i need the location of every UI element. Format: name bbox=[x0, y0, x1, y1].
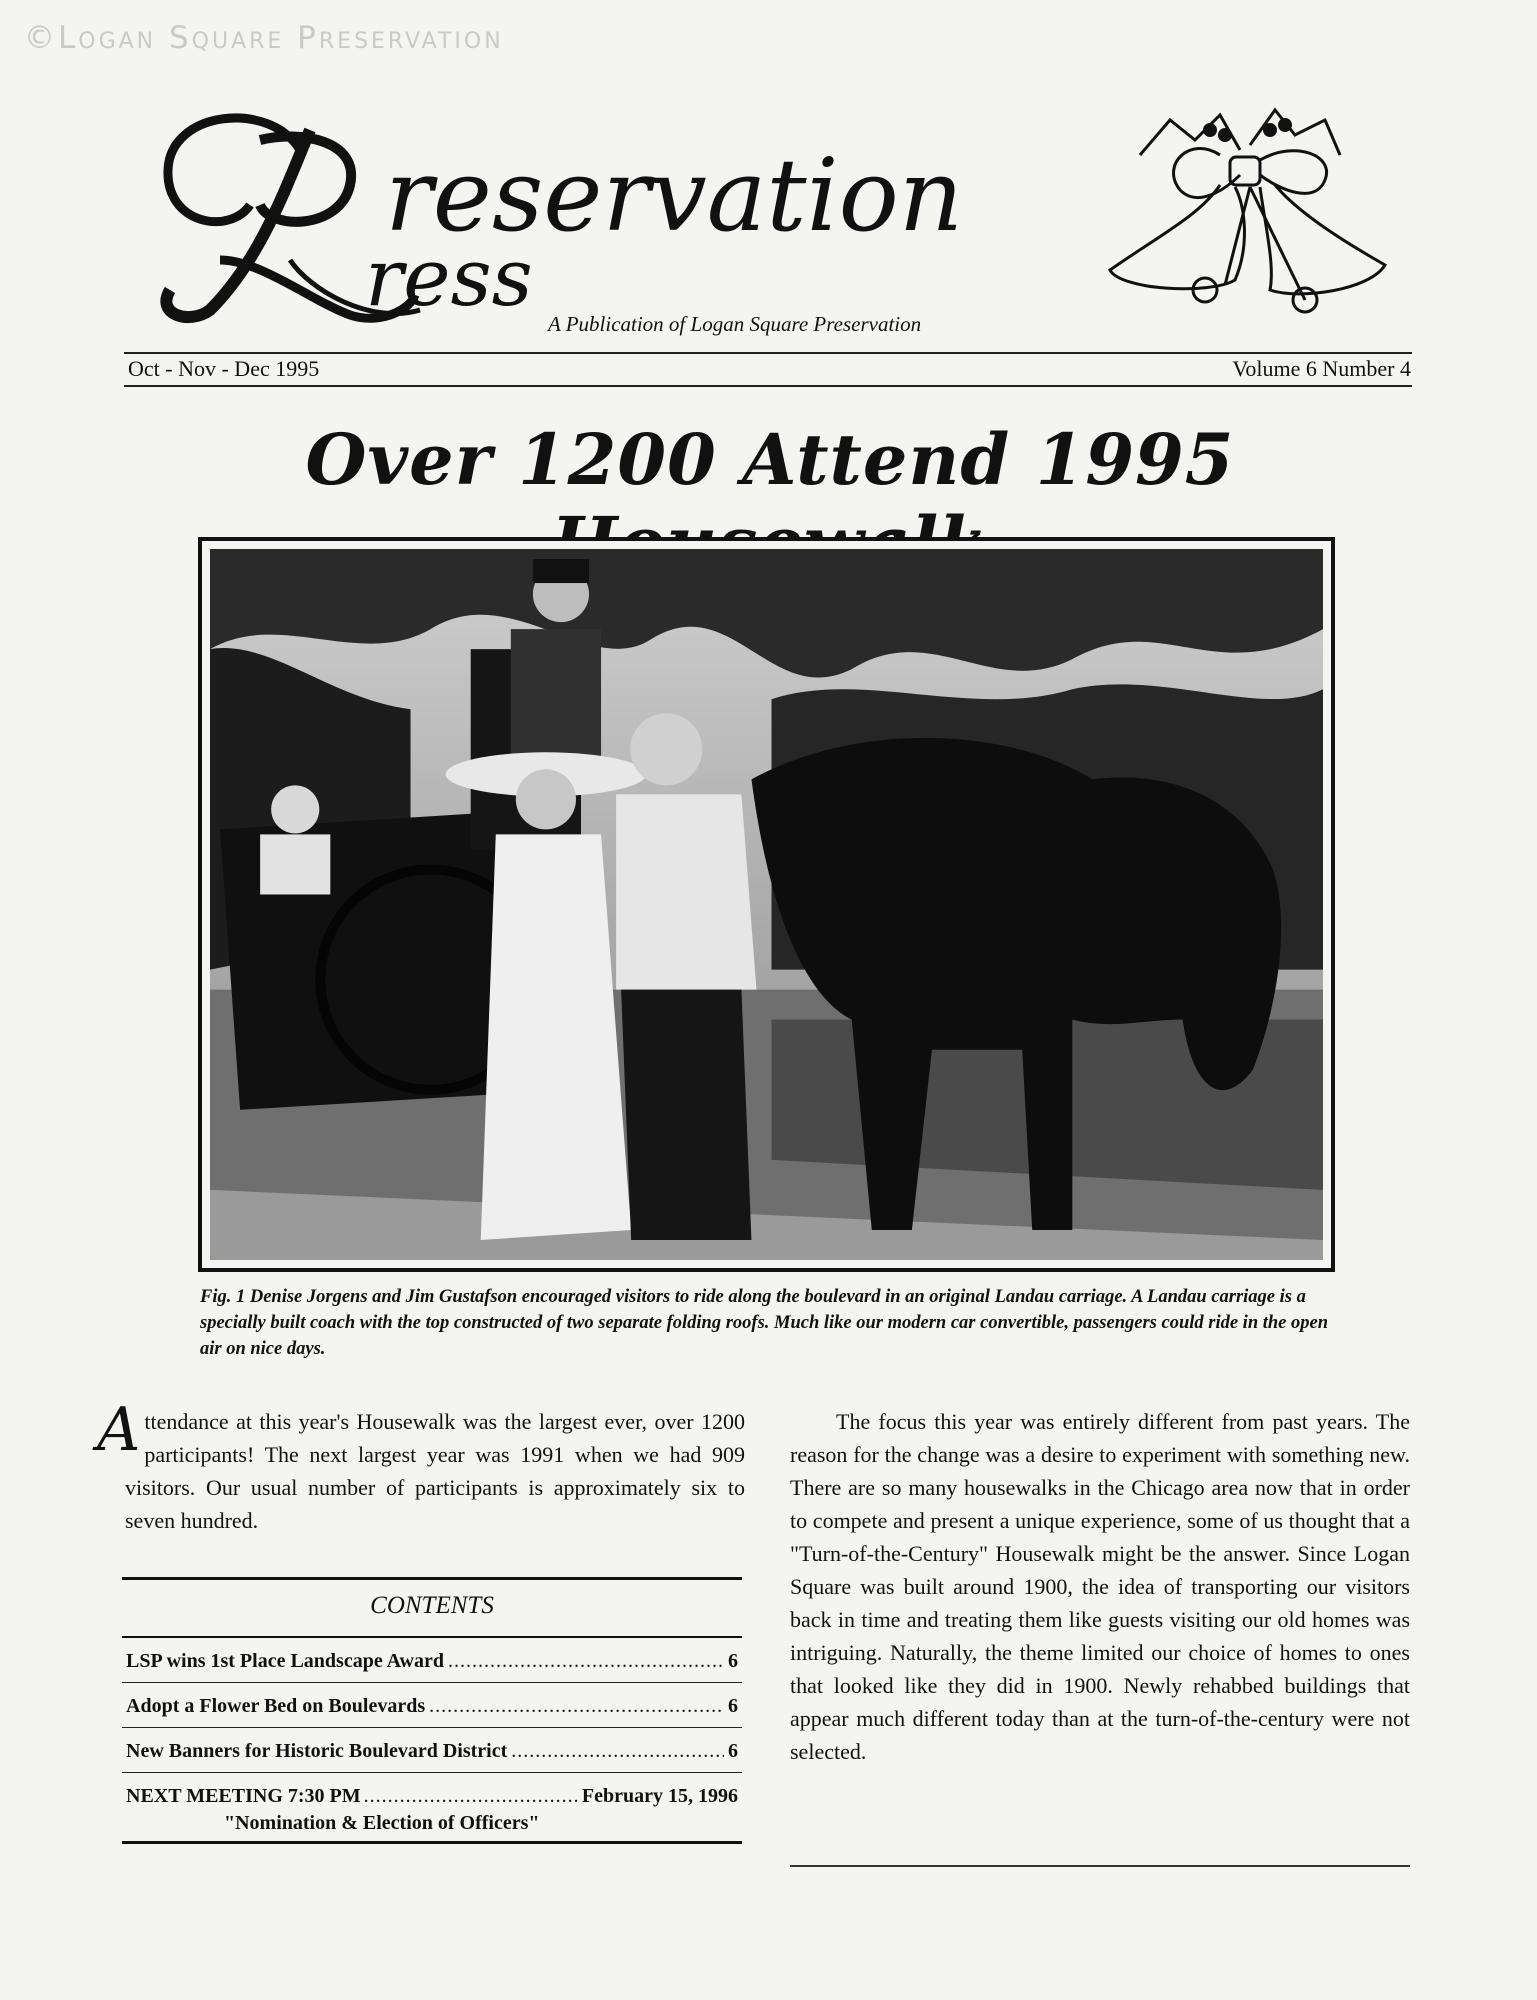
toc-item[interactable] bbox=[122, 1638, 742, 1683]
toc-item-page: 6 bbox=[728, 1739, 738, 1762]
christmas-bells-icon bbox=[1100, 95, 1390, 325]
toc-leader bbox=[448, 1650, 724, 1673]
toc-item-label: New Banners for Historic Boulevard District bbox=[126, 1739, 508, 1762]
contents-title: CONTENTS bbox=[370, 1592, 494, 1619]
toc-item-page: 6 bbox=[728, 1649, 738, 1672]
toc-leader bbox=[364, 1785, 579, 1808]
article-column-1 bbox=[97, 1395, 745, 1537]
issue-volume: Volume 6 Number 4 bbox=[1232, 356, 1411, 381]
toc-item-page: 6 bbox=[728, 1694, 738, 1717]
carriage-photo bbox=[210, 549, 1323, 1260]
article-column-2: The focus this year was entirely different from past years. The reason for the change was a desire to experiment with something new. There are so many housewalks in the Chicago area now that in order to compete and present a unique experience, some of us thought that a "Turn-of-the-Century" Housewalk might be the answer. Since Logan Square was built around 1900, the idea of transporting our visitors back in time and treating them like guests visiting our old homes was intriguing. Naturally, the theme limited our choice of homes to ones that looked like they did in 1900. Newly rehabbed buildings that appear much different today than at the turn-of-the-century were not selected. bbox=[790, 1409, 1410, 1764]
toc-item-label: Adopt a Flower Bed on Boulevards bbox=[126, 1694, 426, 1717]
toc-leader bbox=[429, 1695, 724, 1718]
meeting-topic: "Nomination & Election of Officers" bbox=[224, 1811, 540, 1834]
masthead-word-preservation: reservation bbox=[385, 137, 964, 254]
divider bbox=[122, 1841, 742, 1844]
divider bbox=[122, 1577, 742, 1580]
divider bbox=[124, 385, 1412, 387]
masthead-word-press: ress bbox=[365, 231, 533, 324]
subtitle: A Publication of Logan Square Preservation bbox=[548, 312, 922, 336]
divider bbox=[790, 1865, 1410, 1867]
masthead-logo-art bbox=[150, 110, 1020, 340]
toc-leader bbox=[511, 1740, 724, 1763]
headline: Over 1200 Attend 1995 bbox=[305, 418, 1235, 501]
issue-date: Oct - Nov - Dec 1995 bbox=[128, 356, 320, 381]
divider bbox=[124, 352, 1412, 354]
meeting-label: NEXT MEETING 7:30 PM bbox=[126, 1784, 361, 1807]
next-meeting bbox=[122, 1773, 742, 1841]
photo-caption: Fig. 1 Denise Jorgens and Jim Gustafson encouraged visitors to ride along the boulevard in an original Landau carriage. A Landau carriage is a specially built coach with the top constructed of two separate folding roofs. Much like our modern car convertible, passengers could ride in the open air on nice days. bbox=[200, 1287, 1329, 1359]
watermark: ©Logan Square Preservation bbox=[24, 20, 504, 56]
drop-cap: A bbox=[97, 1395, 141, 1465]
toc-item[interactable] bbox=[122, 1728, 742, 1773]
toc-item[interactable] bbox=[122, 1683, 742, 1728]
photo bbox=[198, 537, 1335, 1272]
toc-item-label: LSP wins 1st Place Landscape Award bbox=[126, 1649, 444, 1672]
contents-box bbox=[122, 1577, 742, 1844]
meeting-date: February 15, 1996 bbox=[581, 1784, 738, 1807]
masthead-logo bbox=[150, 110, 1020, 340]
article-paragraph-1: ttendance at this year's Housewalk was the largest ever, over 1200 participants! The next largest year was 1991 when we had 909 visitors. Our usual number of participants is approximately six to seven hundred. bbox=[125, 1409, 745, 1533]
